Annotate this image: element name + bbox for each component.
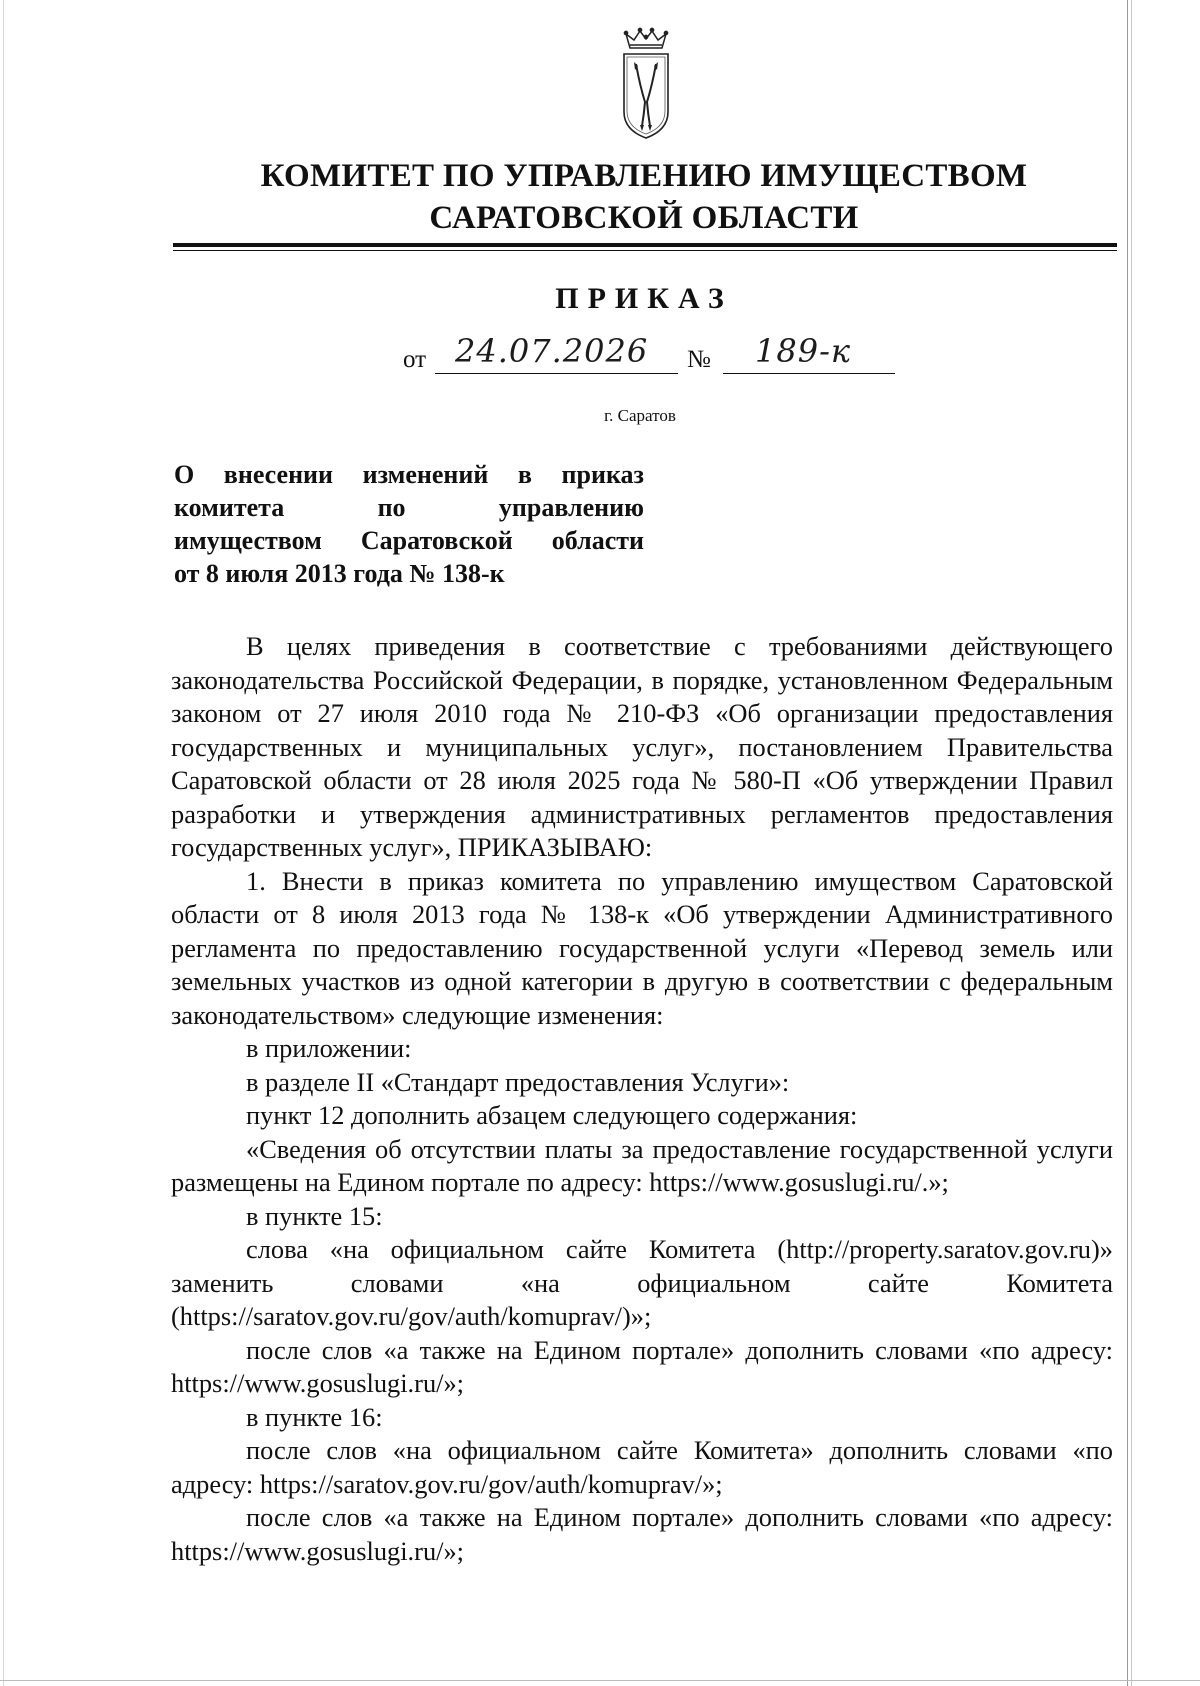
organization-name-line1: КОМИТЕТ ПО УПРАВЛЕНИЮ ИМУЩЕСТВОМ bbox=[260, 158, 1028, 194]
subject-line: О внесении изменений в приказ bbox=[174, 460, 644, 489]
date-underline bbox=[435, 373, 678, 374]
number-sign: № bbox=[687, 346, 711, 373]
body-paragraph: в пункте 15: bbox=[246, 1200, 383, 1231]
scan-edge-left bbox=[3, 0, 4, 1686]
body-paragraph: в приложении: bbox=[246, 1033, 412, 1063]
body-paragraph: после слов «на официальном сайте Комитета» дополнить словами «по адресу: https://saratov.gov.ru/gov/auth/komuprav/»; bbox=[171, 1435, 1113, 1499]
handwritten-date: 24.07.2026 bbox=[455, 332, 649, 370]
coat-of-arms-emblem bbox=[618, 26, 674, 142]
body-paragraph: 1. Внести в приказ комитета по управлению имуществом Саратовской области от 8 июля 2013 года № 138-к «Об утверждении Административного регламента по предоставлению государственной услуги «Перевод земель или земельных участков из одной категории в другую в соответствии с федеральным законодательством» следующие изменения: bbox=[171, 865, 1113, 1030]
date-number-line bbox=[0, 332, 1200, 380]
scan-edge-bottom bbox=[0, 1680, 1200, 1681]
city-label: г. Саратов bbox=[604, 406, 676, 425]
body-paragraph: в пункте 16: bbox=[246, 1401, 383, 1432]
number-underline bbox=[723, 373, 895, 374]
header-rule-thick bbox=[173, 243, 1117, 247]
body-paragraph: в разделе II «Стандарт предоставления Услуги»: bbox=[246, 1066, 790, 1097]
body-paragraph: пункт 12 дополнить абзацем следующего содержания: bbox=[246, 1100, 858, 1130]
scan-edge-right-inner bbox=[1131, 0, 1132, 1686]
subject-heading bbox=[174, 458, 644, 590]
date-prefix: от bbox=[403, 346, 427, 373]
body-paragraph: после слов «а также на Едином портале» дополнить словами «по адресу: https://www.gosuslugi.ru/»; bbox=[171, 1334, 1113, 1398]
header-rule-thin bbox=[173, 250, 1117, 251]
subject-line: комитета по управлению bbox=[174, 493, 644, 522]
body-paragraph: «Сведения об отсутствии платы за предоставление государственной услуги размещены на Едином портале по адресу: https://www.gosuslugi.ru/.»; bbox=[171, 1133, 1113, 1197]
document-body bbox=[171, 630, 1113, 1568]
handwritten-number: 189-к bbox=[755, 332, 851, 370]
subject-line: от 8 июля 2013 года № 138-к bbox=[174, 559, 505, 588]
document-title: ПРИКАЗ bbox=[555, 282, 733, 315]
scan-edge-right bbox=[1127, 0, 1128, 1686]
body-paragraph: слова «на официальном сайте Комитета (http://property.saratov.gov.ru)» заменить словами «на официальном сайте Комитета (https://saratov.gov.ru/gov/auth/komuprav/)»; bbox=[171, 1234, 1113, 1331]
body-paragraph: после слов «а также на Едином портале» дополнить словами «по адресу: https://www.gosuslugi.ru/»; bbox=[171, 1502, 1113, 1566]
subject-line: имуществом Саратовской области bbox=[174, 526, 644, 555]
organization-name-line2: САРАТОВСКОЙ ОБЛАСТИ bbox=[429, 200, 859, 236]
body-paragraph: В целях приведения в соответствие с требованиями действующего законодательства Российской Федерации, в порядке, установленном Федеральным законом от 27 июля 2010 года № 210-ФЗ «Об организации предоставления государственных и муниципальных услуг», постановлением Правительства Саратовской области от 28 июля 2025 года № 580-П «Об утверждении Правил разработки и утверждения административных регламентов предоставления государственных услуг», ПРИКАЗЫВАЮ: bbox=[171, 631, 1113, 862]
